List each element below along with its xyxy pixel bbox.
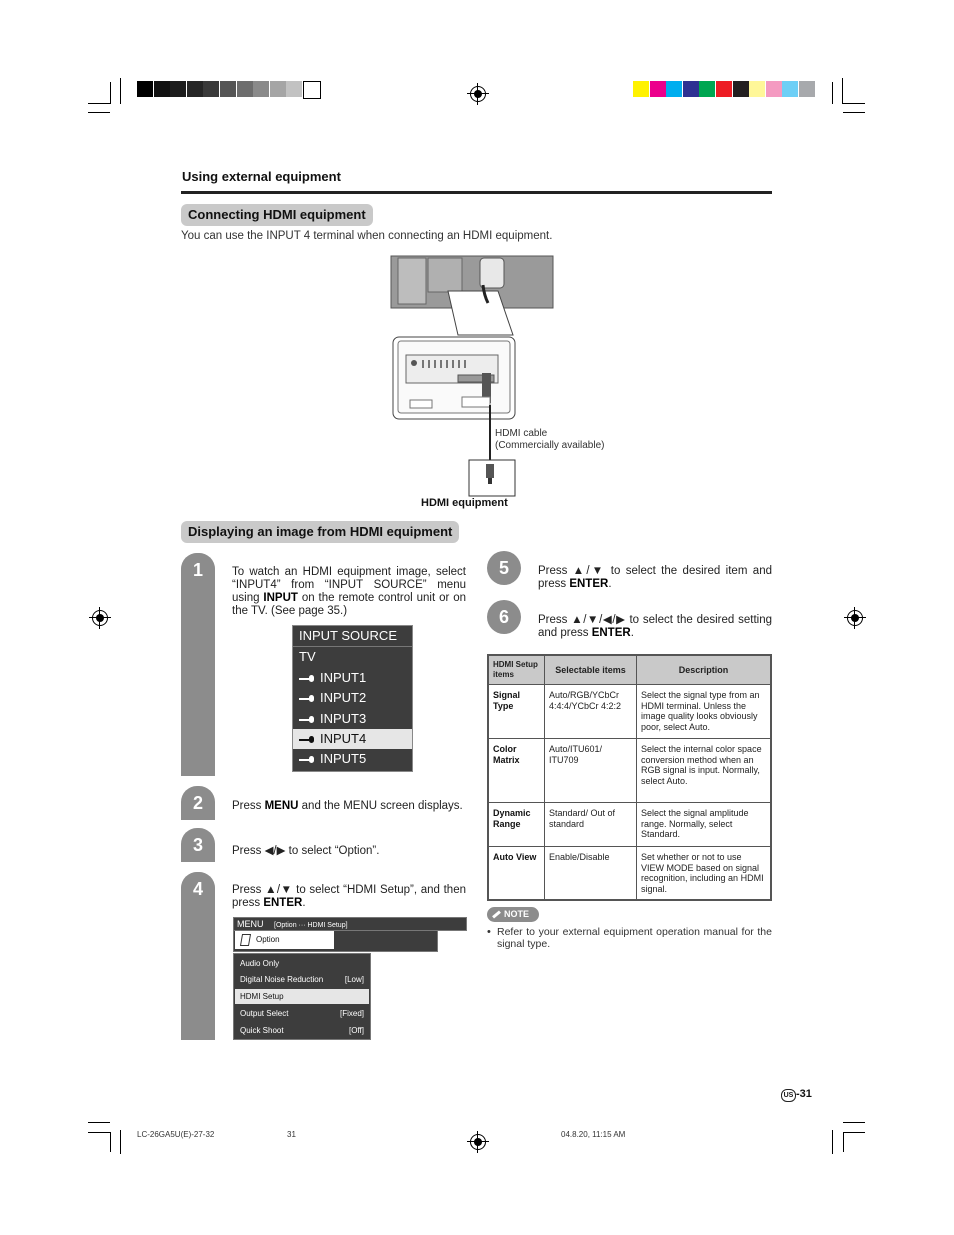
submenu-item-output-select[interactable]: Output Select [Fixed] <box>240 1009 364 1018</box>
table-cell: Select the signal type from an HDMI terminal. Unless the image quality looks obviously poor, select Auto. <box>637 685 772 739</box>
color-swatch <box>237 81 253 97</box>
color-swatch <box>286 81 302 97</box>
input-source-menu <box>292 625 413 772</box>
table-header: HDMI Setup items <box>488 655 545 685</box>
option-submenu <box>233 953 371 1040</box>
menu-item-input4[interactable]: INPUT4 <box>293 729 412 749</box>
registration-mark-icon <box>470 1134 486 1150</box>
table-cell: Select the internal color space conversion method when an RGB signal is input. Normally, select Auto. <box>637 739 772 803</box>
note-bullet: • <box>487 926 491 938</box>
color-swatch <box>203 81 219 97</box>
step-5-text: Press ▲/▼ to select the desired item and press ENTER. <box>538 565 772 590</box>
color-swatch <box>154 81 170 97</box>
step-1-number: 1 <box>181 553 215 587</box>
color-swatch <box>187 81 203 97</box>
table-row <box>488 685 771 739</box>
menu-label: MENU <box>237 919 264 929</box>
displaying-heading: Displaying an image from HDMI equipment <box>181 521 459 543</box>
color-swatch <box>270 81 286 97</box>
step-2-text: Press MENU and the MENU screen displays. <box>232 800 463 812</box>
table-header: Description <box>637 655 772 685</box>
menu-path: [Option ··· HDMI Setup] <box>274 922 348 929</box>
menu-item-input2[interactable]: INPUT2 <box>293 688 412 708</box>
footer-page: 31 <box>287 1130 296 1139</box>
submenu-item-audio-only[interactable]: Audio Only <box>240 959 280 968</box>
input-plug-icon <box>299 756 314 763</box>
connecting-intro: You can use the INPUT 4 terminal when connecting an HDMI equipment. <box>181 230 553 242</box>
table-row <box>488 847 771 901</box>
input-plug-icon <box>299 716 314 723</box>
step-5-number: 5 <box>487 551 521 585</box>
color-swatch <box>716 81 732 97</box>
table-row <box>488 739 771 803</box>
table-header-row <box>488 655 771 685</box>
color-swatch <box>303 81 321 99</box>
registration-mark-icon <box>847 610 863 626</box>
color-swatch <box>220 81 236 97</box>
color-swatch <box>782 81 798 97</box>
table-row <box>488 803 771 847</box>
menu-item-input5[interactable]: INPUT5 <box>293 749 412 769</box>
step-1-text: To watch an HDMI equipment image, select “INPUT4” from “INPUT SOURCE” menu using INPUT on the remote control unit or on the TV. (See page 35.) <box>232 566 467 617</box>
footer-file: LC-26GA5U(E)-27-32 <box>137 1130 215 1139</box>
table-cell: Set whether or not to use VIEW MODE based on signal recognition, including an HDMI signal. <box>637 847 772 901</box>
step-3-number: 3 <box>181 828 215 862</box>
header-rule <box>181 191 772 194</box>
color-swatch <box>799 81 815 97</box>
table-cell: Enable/Disable <box>545 847 637 901</box>
step-4-text: Press ▲/▼ to select “HDMI Setup”, and then press ENTER. <box>232 884 466 909</box>
menu-bar <box>233 917 467 931</box>
note-text: Refer to your external equipment operation manual for the signal type. <box>497 926 772 950</box>
option-icon <box>240 934 251 946</box>
menu-item-tv[interactable]: TV <box>299 649 316 665</box>
color-swatch <box>683 81 699 97</box>
menu-title: INPUT SOURCE <box>293 626 412 647</box>
table-cell: Dynamic Range <box>488 803 545 847</box>
table-cell: Auto/RGB/YCbCr 4:4:4/YCbCr 4:2:2 <box>545 685 637 739</box>
color-swatch <box>137 81 153 97</box>
color-swatch <box>733 81 749 97</box>
table-cell: Select the signal amplitude range. Normally, select Standard. <box>637 803 772 847</box>
table-cell: Auto/ITU601/ ITU709 <box>545 739 637 803</box>
table-header: Selectable items <box>545 655 637 685</box>
registration-mark-icon <box>92 610 108 626</box>
menu-item-input1[interactable]: INPUT1 <box>293 668 412 688</box>
color-swatch <box>633 81 649 97</box>
option-tab[interactable]: Option <box>235 931 334 949</box>
color-swatch <box>650 81 666 97</box>
page-badge: US <box>781 1089 796 1102</box>
pencil-icon <box>492 911 501 919</box>
footer-date: 04.8.20, 11:15 AM <box>561 1130 626 1139</box>
step-4-number: 4 <box>181 872 215 906</box>
table-cell: Standard/ Out of standard <box>545 803 637 847</box>
page-number: -31 <box>796 1088 812 1100</box>
cable-label-sub: (Commercially available) <box>495 440 605 451</box>
submenu-item-noise-reduction[interactable]: Digital Noise Reduction [Low] <box>240 975 364 984</box>
hdmi-setup-table <box>487 654 772 901</box>
submenu-item-quick-shoot[interactable]: Quick Shoot [Off] <box>240 1026 364 1035</box>
table-cell: Color Matrix <box>488 739 545 803</box>
hdmi-connection-diagram <box>388 255 558 500</box>
input-plug-icon <box>299 695 314 702</box>
color-swatch <box>170 81 186 97</box>
cable-label: HDMI cable <box>495 428 548 439</box>
input-plug-icon <box>299 736 314 743</box>
color-swatch <box>666 81 682 97</box>
color-swatch <box>699 81 715 97</box>
note-badge: NOTE <box>487 907 539 922</box>
color-swatch <box>253 81 269 97</box>
color-swatch <box>749 81 765 97</box>
menu-item-input3[interactable]: INPUT3 <box>293 709 412 729</box>
section-title: Using external equipment <box>182 169 341 184</box>
connecting-heading: Connecting HDMI equipment <box>181 204 373 226</box>
input-plug-icon <box>299 675 314 682</box>
color-swatch <box>766 81 782 97</box>
step-2-number: 2 <box>181 786 215 820</box>
table-cell: Signal Type <box>488 685 545 739</box>
submenu-item-hdmi-setup[interactable]: HDMI Setup <box>235 989 369 1004</box>
registration-mark-icon <box>470 86 486 102</box>
table-cell: Auto View <box>488 847 545 901</box>
step-6-number: 6 <box>487 600 521 634</box>
step-6-text: Press ▲/▼/◀/▶ to select the desired setting and press ENTER. <box>538 614 772 639</box>
equipment-label: HDMI equipment <box>421 497 508 509</box>
step-3-text: Press ◀/▶ to select “Option”. <box>232 845 380 857</box>
